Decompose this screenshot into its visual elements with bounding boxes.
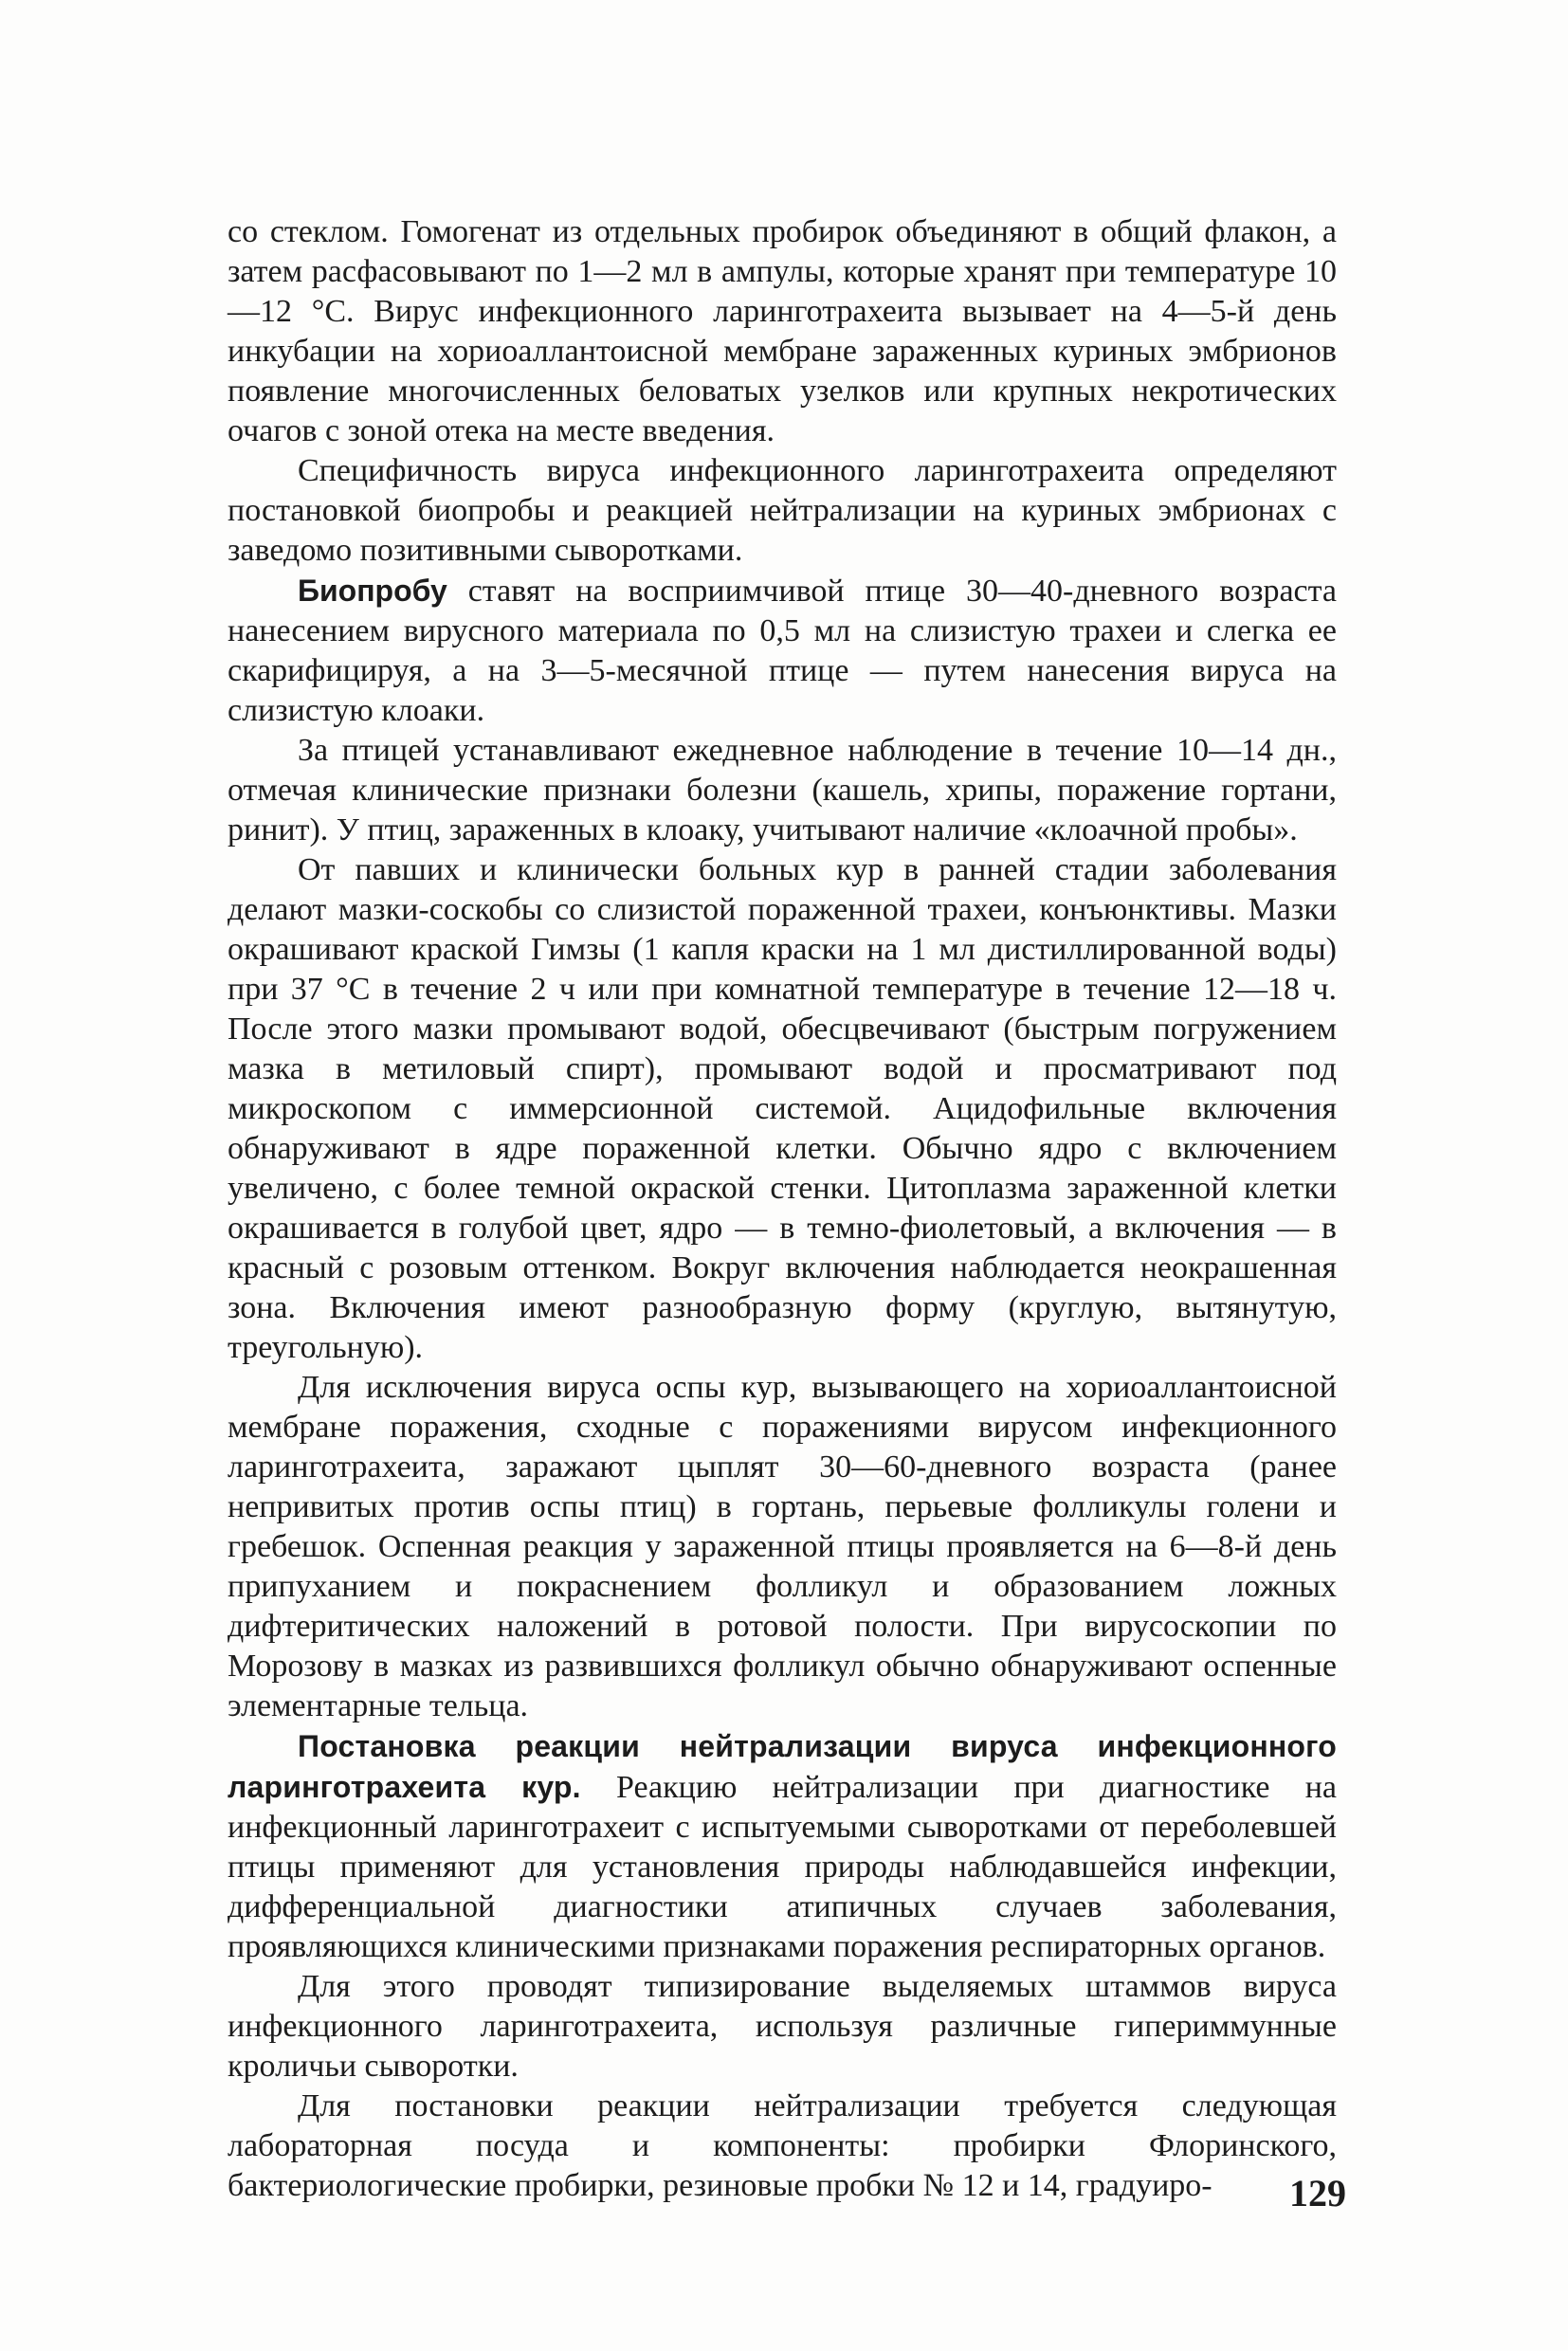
paragraph-8 <box>228 1967 1337 2087</box>
paragraph-text: Для исключения вируса оспы кур, вызывающего на хориоаллантоисной мембране поражения, сходные с поражениями вирусом инфекционного ларинготрахеита, заражают цыплят 30—60-дневного возраста (ранее непривитых против оспы птиц) в гортань, перьевые фолликулы голени и гребешок. Оспенная реакция у зараженной птицы проявляется на 6—8-й день припуханием и покраснением фолликул и образованием ложных дифтеритических наложений в ротовой полости. При вирусоскопии по Морозову в мазках из развившихся фолликул обычно обнаруживают оспенные элементарные тельца. <box>228 1370 1337 1723</box>
paragraph-6 <box>228 1368 1337 1726</box>
paragraph-9 <box>228 2087 1337 2206</box>
paragraph-text: За птицей устанавливают ежедневное наблюдение в течение 10—14 дн., отмечая клинические признаки болезни (кашель, хрипы, поражение гортани, ринит). У птиц, зараженных в клоаку, учитывают наличие «клоачной пробы». <box>228 733 1337 847</box>
paragraph-5 <box>228 850 1337 1368</box>
paragraph-3 <box>228 571 1337 731</box>
run-in-term: Биопробу <box>298 574 447 608</box>
paragraph-7 <box>228 1726 1337 1967</box>
paragraph-text: Для постановки реакции нейтрализации требуется следующая лабораторная посуда и компоненты: пробирки Флоринского, бактериологические пробирки, резиновые пробки № 12 и 14, градуиро- <box>228 2088 1337 2203</box>
body-text <box>228 212 1337 2206</box>
paragraph-text: со стеклом. Гомогенат из отдельных пробирок объединяют в общий флакон, а затем расфасовывают по 1—2 мл в ампулы, которые хранят при температуре 10—12 °С. Вирус инфекционного ларинготрахеита вызывает на 4—5-й день инкубации на хориоаллантоисной мембране зараженных куриных эмбрионов появление многочисленных беловатых узелков или крупных некротических очагов с зоной отека на месте введения. <box>228 214 1337 448</box>
paragraph-2 <box>228 451 1337 571</box>
paragraph-text: ставят на восприимчивой птице 30—40-дневного возраста нанесением вирусного материала по 0,5 мл на слизистую трахеи и слегка ее скарифицируя, а на 3—5-месячной птице — путем нанесения вируса на слизистую клоаки. <box>228 574 1337 728</box>
paragraph-text: От павших и клинически больных кур в ранней стадии заболевания делают мазки-соскобы со слизистой пораженной трахеи, конъюнктивы. Мазки окрашивают краской Гимзы (1 капля краски на 1 мл дистиллированной воды) при 37 °С в течение 2 ч или при комнатной температуре в течение 12—18 ч. После этого мазки промывают водой, обесцвечивают (быстрым погружением мазка в метиловый спирт), промывают водой и просматривают под микроскопом с иммерсионной системой. Ацидофильные включения обнаруживают в ядре пораженной клетки. Обычно ядро с включением увеличено, с более темной окраской стенки. Цитоплазма зараженной клетки окрашивается в голубой цвет, ядро — в темно-фиолетовый, а включения — в красный с розовым оттенком. Вокруг включения наблюдается неокрашенная зона. Включения имеют разнообразную форму (круглую, вытянутую, треугольную). <box>228 852 1337 1365</box>
paragraph-text: Специфичность вируса инфекционного ларинготрахеита определяют постановкой биопробы и реакцией нейтрализации на куриных эмбрионах с заведомо позитивными сыворотками. <box>228 453 1337 568</box>
paragraph-1 <box>228 212 1337 451</box>
paragraph-text: Для этого проводят типизирование выделяемых штаммов вируса инфекционного ларинготрахеита, используя различные гипериммунные кроличьи сыворотки. <box>228 1969 1337 2084</box>
run-in-heading: Постановка реакции нейтрализации вируса инфекционного ларинготрахеита кур. <box>228 1729 1337 1804</box>
paragraph-4 <box>228 731 1337 850</box>
page-number: 129 <box>1289 2172 1346 2214</box>
paragraph-text: Реакцию нейтрализации при диагностике на инфекционный ларинготрахеит с испытуемыми сыворотками от переболевшей птицы применяют для установления природы наблюдавшейся инфекции, дифференциальной диагностики атипичных случаев заболевания, проявляющихся клиническими признаками поражения респираторных органов. <box>228 1770 1338 1964</box>
